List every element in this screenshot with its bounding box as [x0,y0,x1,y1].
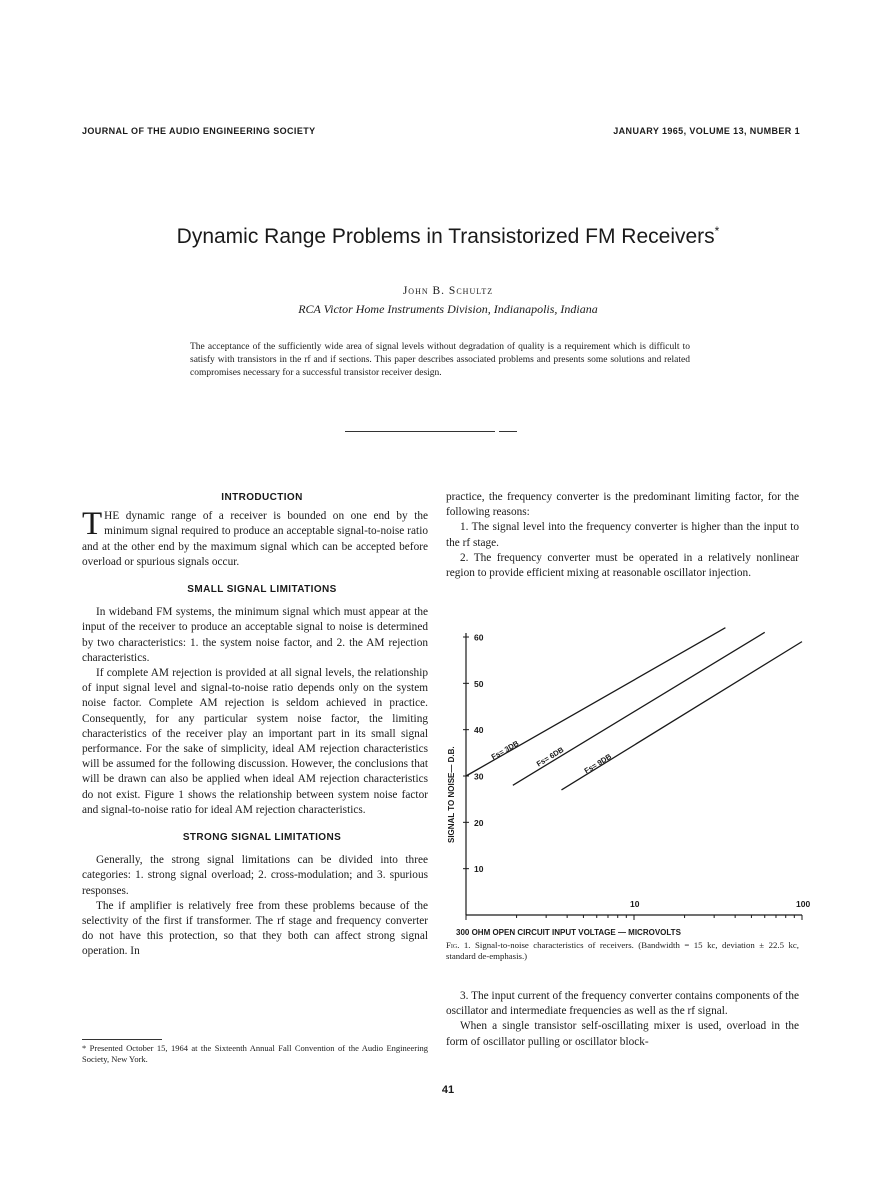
y-tick-label: 10 [474,864,484,875]
right-p5: When a single transistor self-oscillating mixer is used, overload in the form of oscillator pulling or oscillator block- [446,1020,799,1048]
series-label: Fs= 9DB [582,751,614,776]
x-tick-label: 100 [796,899,811,909]
right-p3: 2. The frequency converter must be operated in a relatively nonlinear region to provide efficient mixing at reasonable oscillator injection. [446,551,799,580]
right-column-top [446,490,799,581]
y-tick-label: 20 [474,817,484,828]
figure-caption [446,940,799,962]
strong-signal-p2: The if amplifier is relatively free from these problems because of the selectivity of the first if transformer. The rf stage and frequency converter do not have this protection, so that they both can affect strong signal operation. In [82,899,428,958]
series-line [513,632,765,785]
page-number: 41 [441,1084,455,1096]
right-p2: 1. The signal level into the frequency converter is higher than the input to the rf stage. [446,521,799,549]
issue-info: JANUARY 1965, VOLUME 13, NUMBER 1 [613,126,800,136]
figure-caption-text: Signal-to-noise characteristics of receivers. (Bandwidth = 15 kc, deviation ± 22.5 kc, standard de-emphasis.) [446,940,799,961]
title-footnote-mark: * [714,224,720,238]
y-tick-label: 60 [474,632,484,643]
separator-rule-dash [499,431,517,432]
paper-title [0,224,896,249]
y-tick-label: 40 [474,725,484,736]
abstract: The acceptance of the sufficiently wide area of signal levels without degradation of quality is a requirement which is difficult to satisfy with transistors in the rf and if sections. This paper describes associated problems and presents some solutions and related compromises necessary for a successful transistor receiver design. [190,342,690,378]
strong-signal-p1: Generally, the strong signal limitations can be divided into three categories: 1. strong signal overload; 2. cross-modulation; and 3. spurious responses. [82,854,428,897]
paper-title-text: Dynamic Range Problems in Transistorized FM Receivers [176,225,715,248]
left-column [82,490,428,960]
figure-caption-label: Fig. 1. [446,940,471,950]
y-tick-label: 50 [474,678,484,689]
affiliation: RCA Victor Home Instruments Division, Indianapolis, Indiana [298,302,598,316]
heading-small-signal: SMALL SIGNAL LIMITATIONS [187,584,337,596]
series-label: Fs= 6DB [534,745,566,769]
footnote-rule [82,1039,162,1040]
author: John B. Schultz [402,285,494,297]
footnote: * Presented October 15, 1964 at the Sixteenth Annual Fall Convention of the Audio Engineering Society, New York. [82,1043,428,1064]
right-p1: practice, the frequency converter is the predominant limiting factor, for the following reasons: [446,491,799,519]
figure-1-chart [436,615,811,940]
separator-rule [345,431,495,432]
right-column-bottom [446,989,799,1050]
heading-introduction: INTRODUCTION [221,492,303,503]
journal-name: JOURNAL OF THE AUDIO ENGINEERING SOCIETY [82,126,316,136]
x-axis-label: 300 OHM OPEN CIRCUIT INPUT VOLTAGE — MICROVOLTS [456,928,681,937]
y-tick-label: 30 [474,771,484,782]
drop-cap: T [82,506,103,543]
small-signal-p1: In wideband FM systems, the minimum signal which must appear at the input of the receiver to produce an acceptable signal to noise is determined by two characteristics: 1. the system noise factor, and 2. the AM rejection characteristics. [82,606,428,664]
heading-strong-signal: STRONG SIGNAL LIMITATIONS [182,832,342,844]
series-label: Fs= 3DB [489,738,521,762]
y-axis-label: SIGNAL TO NOISE— D.B. [447,746,456,843]
right-p4: 3. The input current of the frequency converter contains components of the oscillator and intermediate frequencies as well as the rf signal. [446,990,799,1018]
small-signal-p2: If complete AM rejection is provided at all signal levels, the relationship of input signal level and signal-to-noise ratio depends only on the system noise factor. Complete AM rejection is seldom achieved in practice. Consequently, for any particular system noise factor, the limiting characteristics of the receiver play an important part in its small signal performance. For the sake of simplicity, ideal AM rejection characteristics will be assumed for the following discussion. However, the conclusions that will be drawn can also be applied when ideal AM rejection characteristics do not exist. Figure 1 shows the relationship between system noise factor and signal-to-noise ratio for ideal AM rejection characteristics. [82,667,428,816]
x-tick-label: 10 [630,899,640,909]
intro-text: HE dynamic range of a receiver is bounded on one end by the minimum signal required to produce an acceptable signal-to-noise ratio and at the other end by the maximum signal which can be accepted before overload or spurious signals occur. [82,510,428,568]
